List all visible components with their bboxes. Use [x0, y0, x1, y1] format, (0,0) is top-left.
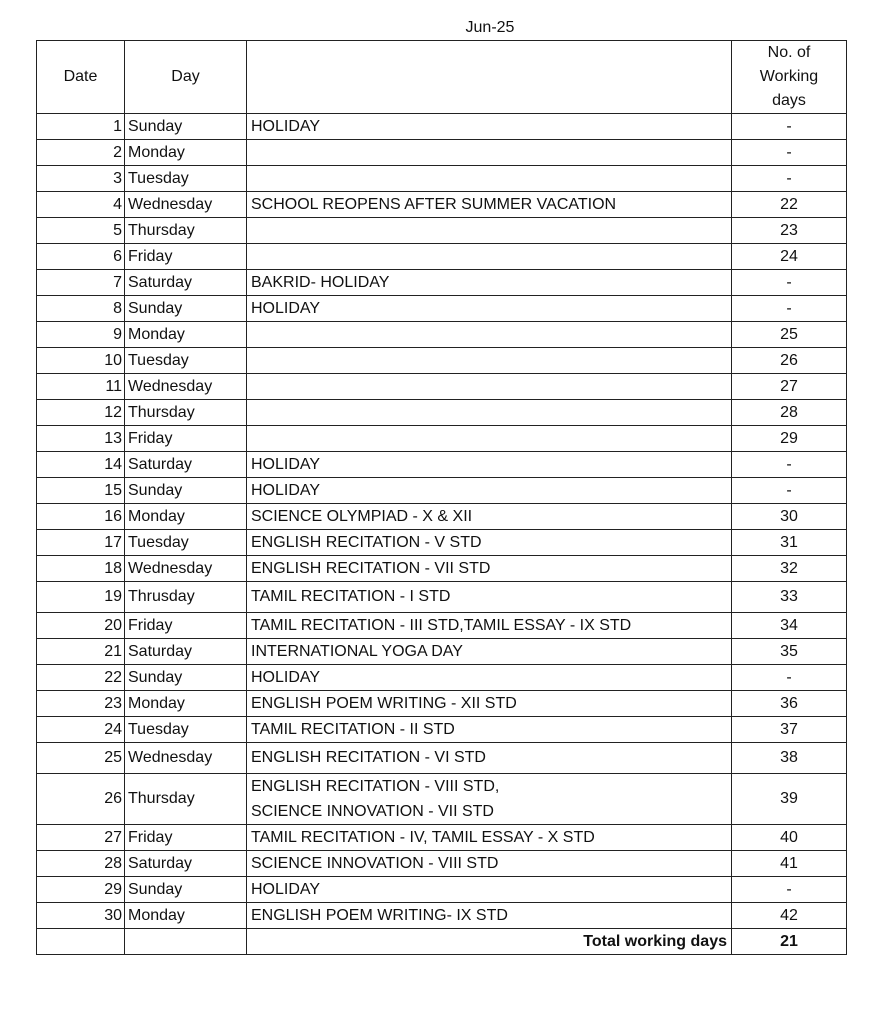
date-cell: 7	[37, 270, 125, 296]
day-cell: Monday	[125, 140, 247, 166]
header-working-days-line2: Working	[759, 68, 819, 85]
working-day-count-cell: -	[732, 296, 847, 322]
date-cell: 28	[37, 851, 125, 877]
event-cell: BAKRID- HOLIDAY	[247, 270, 732, 296]
date-cell: 13	[37, 426, 125, 452]
day-cell: Friday	[125, 825, 247, 851]
working-day-count-cell: 30	[732, 504, 847, 530]
day-cell: Sunday	[125, 296, 247, 322]
event-cell: ENGLISH RECITATION - VII STD	[247, 556, 732, 582]
calendar-table	[36, 40, 847, 955]
working-day-count-cell: 35	[732, 639, 847, 665]
date-cell: 16	[37, 504, 125, 530]
header-day: Day	[125, 41, 247, 114]
event-cell: ENGLISH RECITATION - V STD	[247, 530, 732, 556]
table-row	[37, 192, 847, 218]
table-row	[37, 140, 847, 166]
date-cell: 6	[37, 244, 125, 270]
date-cell: 22	[37, 665, 125, 691]
working-day-count-cell: 22	[732, 192, 847, 218]
total-label: Total working days	[247, 929, 732, 955]
event-cell: TAMIL RECITATION - II STD	[247, 717, 732, 743]
day-cell: Monday	[125, 504, 247, 530]
date-cell: 29	[37, 877, 125, 903]
date-cell: 3	[37, 166, 125, 192]
date-cell: 10	[37, 348, 125, 374]
working-day-count-cell: 28	[732, 400, 847, 426]
working-day-count-cell: 37	[732, 717, 847, 743]
date-cell: 20	[37, 613, 125, 639]
day-cell: Wednesday	[125, 743, 247, 774]
working-day-count-cell: 24	[732, 244, 847, 270]
header-working-days	[732, 41, 847, 114]
header-working-days-line3: days	[772, 92, 806, 109]
day-cell: Monday	[125, 691, 247, 717]
event-cell: TAMIL RECITATION - III STD,TAMIL ESSAY - IX STD	[247, 613, 732, 639]
event-cell: ENGLISH RECITATION - VI STD	[247, 743, 732, 774]
sheet-title: Jun-25	[465, 19, 515, 36]
day-cell: Saturday	[125, 452, 247, 478]
date-cell: 12	[37, 400, 125, 426]
table-row	[37, 851, 847, 877]
working-day-count-cell: 39	[732, 774, 847, 825]
date-cell: 1	[37, 114, 125, 140]
day-cell: Saturday	[125, 270, 247, 296]
day-cell: Wednesday	[125, 374, 247, 400]
table-row	[37, 270, 847, 296]
table-row	[37, 613, 847, 639]
event-cell	[247, 140, 732, 166]
day-cell: Tuesday	[125, 530, 247, 556]
table-row	[37, 426, 847, 452]
event-cell: ENGLISH POEM WRITING- IX STD	[247, 903, 732, 929]
table-row	[37, 478, 847, 504]
table-row	[37, 244, 847, 270]
header-event	[247, 41, 732, 114]
event-cell	[247, 426, 732, 452]
working-day-count-cell: 26	[732, 348, 847, 374]
table-row	[37, 691, 847, 717]
day-cell: Sunday	[125, 478, 247, 504]
total-row	[37, 929, 847, 955]
working-day-count-cell: 34	[732, 613, 847, 639]
event-cell: HOLIDAY	[247, 114, 732, 140]
working-day-count-cell: -	[732, 478, 847, 504]
day-cell: Friday	[125, 426, 247, 452]
event-cell	[247, 322, 732, 348]
day-cell: Saturday	[125, 851, 247, 877]
event-cell: INTERNATIONAL YOGA DAY	[247, 639, 732, 665]
table-row	[37, 530, 847, 556]
header-row	[37, 41, 847, 114]
day-cell: Sunday	[125, 665, 247, 691]
day-cell: Thursday	[125, 218, 247, 244]
event-cell: SCIENCE INNOVATION - VIII STD	[247, 851, 732, 877]
working-day-count-cell: -	[732, 166, 847, 192]
working-day-count-cell: 38	[732, 743, 847, 774]
working-day-count-cell: 23	[732, 218, 847, 244]
event-cell: SCHOOL REOPENS AFTER SUMMER VACATION	[247, 192, 732, 218]
date-cell: 23	[37, 691, 125, 717]
table-row	[37, 504, 847, 530]
event-cell: HOLIDAY	[247, 296, 732, 322]
total-empty-day	[125, 929, 247, 955]
working-day-count-cell: -	[732, 452, 847, 478]
header-working-days-line1: No. of	[767, 44, 811, 61]
date-cell: 5	[37, 218, 125, 244]
working-day-count-cell: 41	[732, 851, 847, 877]
table-row	[37, 296, 847, 322]
table-row	[37, 717, 847, 743]
table-row	[37, 639, 847, 665]
event-cell	[247, 218, 732, 244]
working-day-count-cell: 31	[732, 530, 847, 556]
working-day-count-cell: -	[732, 140, 847, 166]
event-cell: HOLIDAY	[247, 877, 732, 903]
table-row	[37, 903, 847, 929]
date-cell: 15	[37, 478, 125, 504]
working-day-count-cell: 25	[732, 322, 847, 348]
day-cell: Monday	[125, 903, 247, 929]
day-cell: Thursday	[125, 400, 247, 426]
date-cell: 4	[37, 192, 125, 218]
event-line: SCIENCE INNOVATION - VII STD	[251, 803, 494, 820]
working-day-count-cell: -	[732, 270, 847, 296]
table-row	[37, 877, 847, 903]
day-cell: Wednesday	[125, 192, 247, 218]
date-cell: 25	[37, 743, 125, 774]
event-cell: TAMIL RECITATION - I STD	[247, 582, 732, 613]
event-cell	[247, 400, 732, 426]
table-row	[37, 825, 847, 851]
date-cell: 24	[37, 717, 125, 743]
day-cell: Sunday	[125, 877, 247, 903]
table-row	[37, 218, 847, 244]
table-row	[37, 743, 847, 774]
day-cell: Saturday	[125, 639, 247, 665]
date-cell: 9	[37, 322, 125, 348]
event-cell: HOLIDAY	[247, 478, 732, 504]
day-cell: Tuesday	[125, 166, 247, 192]
day-cell: Thrusday	[125, 582, 247, 613]
table-row	[37, 348, 847, 374]
date-cell: 21	[37, 639, 125, 665]
date-cell: 19	[37, 582, 125, 613]
day-cell: Thursday	[125, 774, 247, 825]
table-row	[37, 322, 847, 348]
day-cell: Tuesday	[125, 348, 247, 374]
working-day-count-cell: -	[732, 665, 847, 691]
date-cell: 18	[37, 556, 125, 582]
event-cell: HOLIDAY	[247, 665, 732, 691]
event-cell	[247, 244, 732, 270]
date-cell: 8	[37, 296, 125, 322]
day-cell: Friday	[125, 613, 247, 639]
date-cell: 2	[37, 140, 125, 166]
header-date: Date	[37, 41, 125, 114]
working-day-count-cell: 27	[732, 374, 847, 400]
working-day-count-cell: -	[732, 114, 847, 140]
day-cell: Wednesday	[125, 556, 247, 582]
total-value: 21	[732, 929, 847, 955]
day-cell: Sunday	[125, 114, 247, 140]
event-cell: SCIENCE OLYMPIAD - X & XII	[247, 504, 732, 530]
table-row	[37, 582, 847, 613]
table-row	[37, 452, 847, 478]
table-row	[37, 774, 847, 825]
event-cell: ENGLISH POEM WRITING - XII STD	[247, 691, 732, 717]
event-cell	[247, 166, 732, 192]
date-cell: 30	[37, 903, 125, 929]
calendar-body	[37, 114, 847, 929]
working-day-count-cell: 32	[732, 556, 847, 582]
day-cell: Monday	[125, 322, 247, 348]
table-row	[37, 166, 847, 192]
date-cell: 17	[37, 530, 125, 556]
working-day-count-cell: 33	[732, 582, 847, 613]
working-day-count-cell: 40	[732, 825, 847, 851]
table-row	[37, 665, 847, 691]
day-cell: Tuesday	[125, 717, 247, 743]
day-cell: Friday	[125, 244, 247, 270]
table-row	[37, 114, 847, 140]
date-cell: 11	[37, 374, 125, 400]
event-line: ENGLISH RECITATION - VIII STD,	[251, 778, 500, 795]
working-day-count-cell: 42	[732, 903, 847, 929]
table-row	[37, 400, 847, 426]
table-row	[37, 556, 847, 582]
event-cell: TAMIL RECITATION - IV, TAMIL ESSAY - X STD	[247, 825, 732, 851]
date-cell: 14	[37, 452, 125, 478]
event-cell: HOLIDAY	[247, 452, 732, 478]
event-cell	[247, 348, 732, 374]
working-day-count-cell: 36	[732, 691, 847, 717]
working-day-count-cell: 29	[732, 426, 847, 452]
working-day-count-cell: -	[732, 877, 847, 903]
date-cell: 26	[37, 774, 125, 825]
event-cell	[247, 774, 732, 825]
event-cell	[247, 374, 732, 400]
date-cell: 27	[37, 825, 125, 851]
total-empty-date	[37, 929, 125, 955]
table-row	[37, 374, 847, 400]
